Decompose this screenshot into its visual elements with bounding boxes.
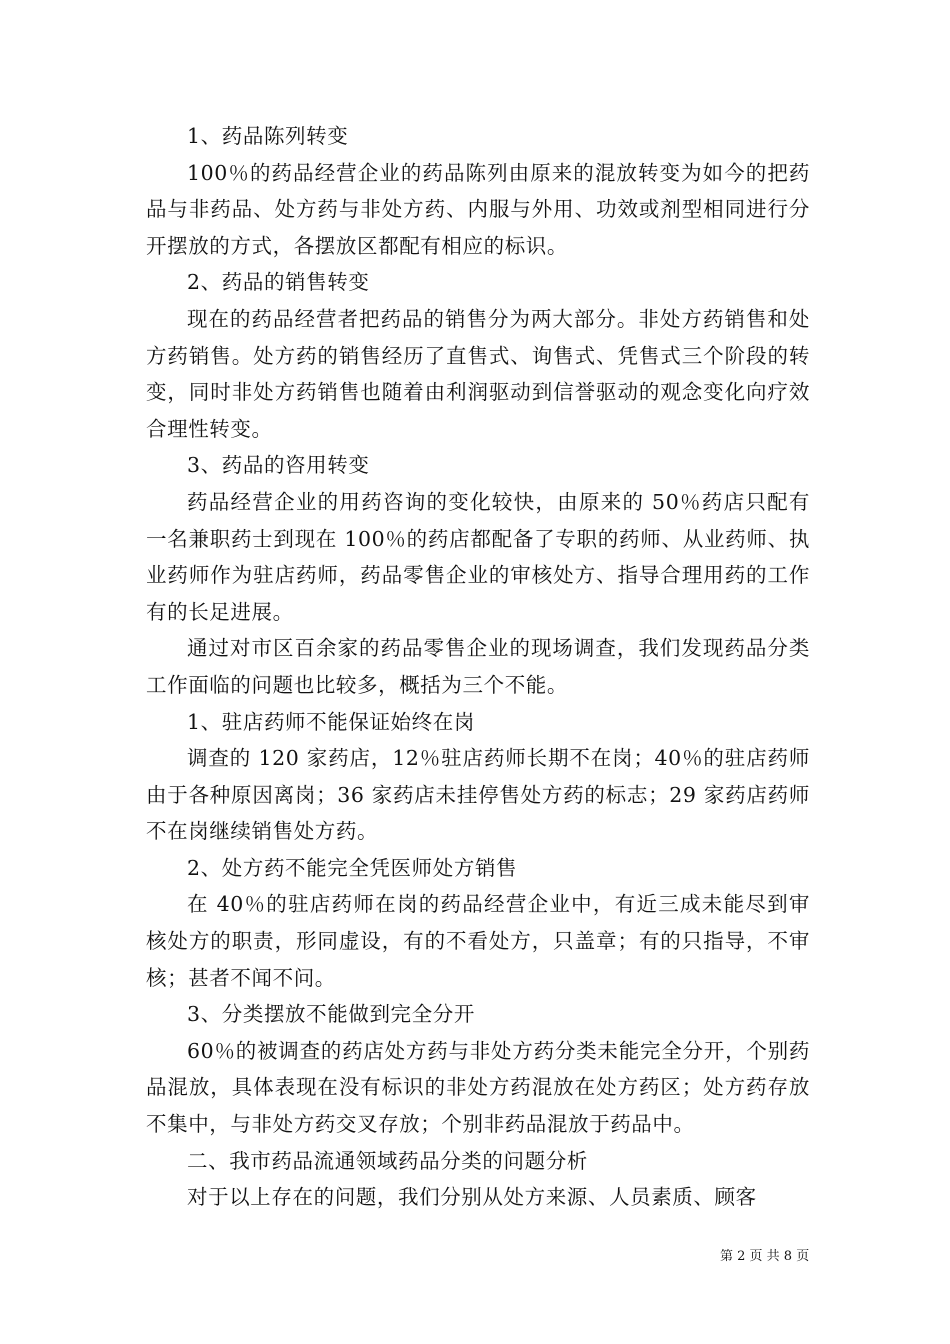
paragraph-12: 3、分类摆放不能做到完全分开	[187, 1002, 475, 1027]
paragraph-4: 现在的药品经营者把药品的销售分为两大部分。非处方药销售和处方药销售。处方药的销售经历了直售式、询售式、凭售式三个阶段的转变，同时非处方药销售也随着由利润驱动到信誉驱动的观念变化向疗效合理性转变。	[146, 306, 810, 441]
paragraph-8: 1、驻店药师不能保证始终在岗	[187, 709, 475, 734]
paragraph-2: 100％的药品经营企业的药品陈列由原来的混放转变为如今的把药品与非药品、处方药与非处方药、内服与外用、功效或剂型相同进行分开摆放的方式，各摆放区都配有相应的标识。	[146, 160, 810, 258]
paragraph-14: 二、我市药品流通领域药品分类的问题分析	[187, 1148, 588, 1173]
paragraph-1: 1、药品陈列转变	[187, 124, 349, 148]
paragraph-10: 2、处方药不能完全凭医师处方销售	[187, 855, 518, 880]
paragraph-3: 2、药品的销售转变	[187, 270, 370, 295]
paragraph-13: 60％的被调查的药店处方药与非处方药分类未能完全分开，个别药品混放，具体表现在没有标识的非处方药混放在处方药区；处方药存放不集中，与非处方药交叉存放；个别非药品混放于药品中。	[146, 1038, 810, 1137]
document-body	[146, 118, 810, 1216]
paragraph-5: 3、药品的咨用转变	[187, 453, 370, 478]
paragraph-7: 通过对市区百余家的药品零售企业的现场调查，我们发现药品分类工作面临的问题也比较多，概括为三个不能。	[146, 636, 810, 697]
paragraph-6: 药品经营企业的用药咨询的变化较快，由原来的 50％药店只配有一名兼职药士到现在 100％的药店都配备了专职的药师、从业药师、执业药师作为驻店药师，药品零售企业的审核处方、指导合理用药的工作有的长足进展。	[146, 489, 810, 624]
page-number-footer: 第 2 页 共 8 页	[720, 1249, 810, 1264]
paragraph-11: 在 40％的驻店药师在岗的药品经营企业中，有近三成未能尽到审核处方的职责，形同虚设，有的不看处方，只盖章；有的只指导，不审核；甚者不闻不问。	[146, 892, 810, 990]
paragraph-9: 调查的 120 家药店，12％驻店药师长期不在岗；40％的驻店药师由于各种原因离岗；36 家药店未挂停售处方药的标志；29 家药店药师不在岗继续销售处方药。	[146, 746, 810, 844]
paragraph-15: 对于以上存在的问题，我们分别从处方来源、人员素质、顾客	[187, 1185, 757, 1210]
